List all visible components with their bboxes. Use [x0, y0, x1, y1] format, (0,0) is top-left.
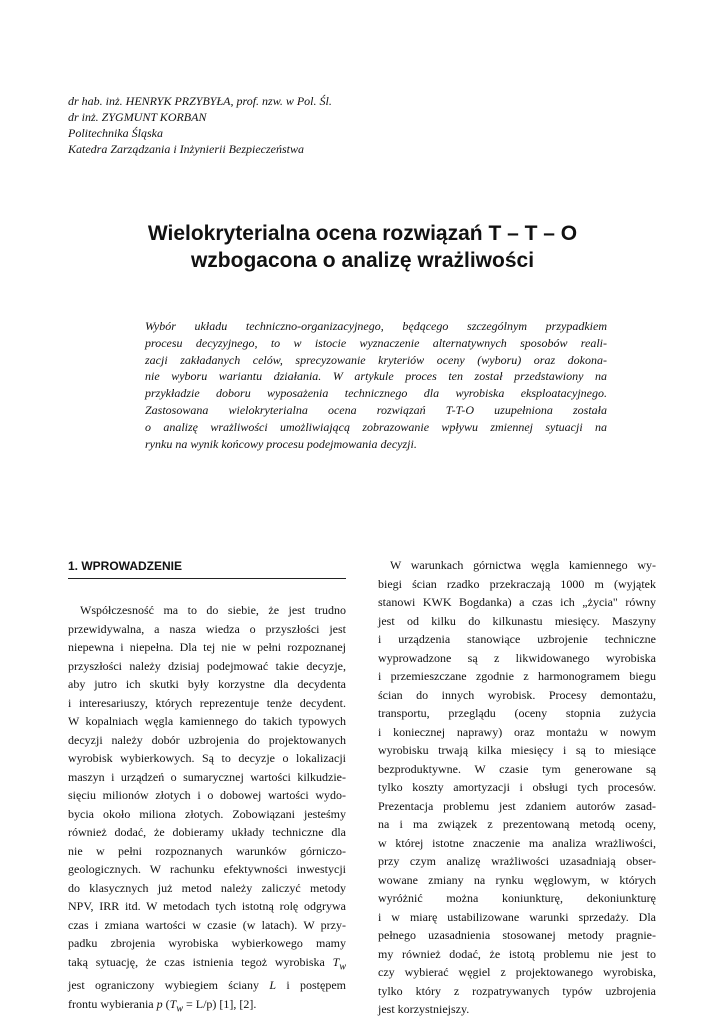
body-text: frontu wybierania: [68, 996, 157, 1011]
body-line: tylko koszty amortyzacji i obsługi tych procesów.: [378, 780, 656, 794]
affiliation-line: Politechnika Śląska: [68, 126, 163, 140]
body-line: bezproduktywne. W czasie tym generowane są: [378, 761, 656, 776]
abstract-line: zacji zakładanych celów, sprecyzowanie kryteriów oceny (wyboru) oraz dokona-: [145, 352, 607, 367]
math-subscript-w: w: [339, 960, 346, 972]
body-line: na i ma związek z prezentowaną metodą oceny,: [378, 817, 656, 831]
body-line: W warunkach górnictwa węgla kamiennego wy-: [390, 558, 656, 572]
body-line: padku zbrojenia wyrobiska wybierkowego mamy: [68, 936, 346, 950]
body-line: niepewna i niepełna. Dla tej nie w pełni rozpoznanej: [68, 640, 346, 654]
body-line: jest od kilku do kilkunastu miesięcy. Maszyny: [378, 613, 656, 628]
body-text: = L/p) [1], [2].: [183, 996, 257, 1011]
author-line-2: dr inż. ZYGMUNT KORBAN: [68, 110, 207, 124]
body-line: ścian do innych wyrobisk. Procesy demontażu,: [378, 687, 656, 702]
abstract-line: o analizę wrażliwości umożliwiającą zobrazowanie wpływu zmiennej sytuacji na: [145, 419, 607, 434]
math-symbol-t: T: [169, 996, 177, 1011]
abstract-line: rynku na wynik końcowy procesu podejmowania decyzji.: [145, 436, 417, 451]
body-line: bycia około miliona złotych. Zobowiązani jesteśmy: [68, 806, 346, 821]
author-block: [68, 93, 488, 157]
abstract-line: procesu decyzyjnego, to w istocie wyznaczenie alternatywnych sposobów reali-: [145, 335, 607, 350]
section-rule: [68, 578, 346, 579]
title-line-1: Wielokryterialna ocena rozwiązań T – T – O: [147, 222, 578, 245]
body-line: przewidywalna, a nasza wiedza o przyszłości jest: [68, 621, 346, 636]
body-line: do klasycznych już metod należy zaliczyć metody: [68, 880, 346, 895]
abstract: [145, 318, 607, 452]
body-line: czas i zmiana wartości w czasie (w latach). W przy-: [68, 917, 346, 932]
body-line: i urządzenia stanowiące uzbrojenie techniczne: [378, 632, 656, 646]
body-line: wyróżnić można koniunkturę, dekoniunkturę: [378, 891, 656, 905]
body-line-with-math: [68, 976, 346, 995]
body-line: Prezentacja problemu jest zdaniem autorów zasad-: [378, 798, 656, 813]
body-line: i interesariuszy, których reprezentuje tenże decydent.: [68, 695, 346, 710]
math-symbol-p: p: [156, 996, 163, 1011]
body-line: tylko który z rozpatrywanych typów uzbrojenia: [378, 983, 656, 998]
author-line-1: dr hab. inż. HENRYK PRZYBYŁA, prof. nzw. w Pol. Śl.: [68, 94, 332, 108]
body-text: (: [162, 996, 170, 1011]
body-line-with-math: [68, 995, 346, 1019]
body-line: stanowi KWK Bogdanka) a czas ich „życia" równy: [378, 595, 656, 609]
body-text: jest ograniczony wybiegiem ściany: [68, 978, 270, 993]
body-line: przy czym analizę wrażliwości uzasadniają obser-: [378, 854, 656, 868]
body-line: Współczesność ma to do siebie, że jest trudno: [80, 603, 346, 617]
body-line-with-math: [68, 953, 346, 977]
body-line: nie w pełni rozpoznanych warunków górniczo-: [68, 843, 346, 858]
body-line: również dodać, że dobieramy układy techniczne dla: [68, 825, 346, 839]
body-line: biegi ścian rzadko przekraczają 1000 m (wyjątek: [378, 576, 656, 591]
abstract-line: nie wyboru wariantu działania. W artykule proces ten został przedstawiony na: [145, 369, 607, 384]
body-line: wyprowadzone są z likwidowanego wyrobiska: [378, 650, 656, 665]
department-line: Katedra Zarządzania i Inżynierii Bezpieczeństwa: [68, 142, 304, 156]
body-line: jest korzystniejszy.: [378, 1002, 470, 1016]
body-line: i koniecznej naprawy) oraz montażu w nowym: [378, 724, 656, 739]
body-line: i przemieszczane zgodnie z harmonogramem biegu: [378, 669, 656, 683]
body-line: i w miarę ustabilizowane warunki sprzedaży. Dla: [378, 909, 656, 924]
title-line-2: wzbogacona o analizę wrażliwości: [190, 249, 535, 272]
body-line: my również dodać, że istotą problemu nie jest to: [378, 946, 656, 961]
body-line: decyzji należy dobór uzbrojenia do projektowanych: [68, 732, 346, 747]
body-line: transportu, przeglądu (oceny stopnia zużycia: [378, 706, 656, 720]
body-line: czy wybierać węgiel z projektowanego wyrobiska,: [378, 965, 656, 979]
abstract-line: przykładzie doboru wyposażenia technicznego dla wyrobiska eksploatacyjnego.: [145, 386, 607, 401]
abstract-line: Wybór układu techniczno-organizacyjnego, będącego szczególnym przypadkiem: [145, 319, 607, 333]
body-line: sięciu milionów złotych i o dobowej wartości wydo-: [68, 788, 346, 802]
math-symbol-l: L: [269, 978, 276, 993]
column-right: [378, 556, 656, 1019]
body-line: NPV, IRR itd. W metodach tych istotną rolę odgrywa: [68, 899, 346, 913]
abstract-line: Zastosowana wielokryterialna ocena rozwiązań T-T-O uzupełniona została: [145, 402, 607, 417]
body-line: W kopalniach węgla kamiennego do takich typowych: [68, 714, 346, 728]
math-subscript-w: w: [176, 1003, 183, 1015]
body-line: wyrobisku trwają kilka miesięcy i są to miesiące: [378, 743, 656, 757]
column-left: [68, 601, 346, 1019]
body-text: i postępem: [276, 978, 347, 993]
body-text: taką sytuację, że czas istnienia tegoż wyrobiska: [68, 954, 333, 969]
body-line: maszyn i urządzeń o sumarycznej wartości kilkudzie-: [68, 769, 346, 784]
body-line: przyszłości należy dzisiaj podejmować takie decyzje,: [68, 658, 346, 673]
body-line: geologicznych. W rachunku efektywności inwestycji: [68, 862, 346, 876]
body-line: aby jutro ich skutki były korzystne dla decydenta: [68, 677, 346, 691]
body-line: pełnego uzasadnienia stosowanej metody pragnie-: [378, 928, 656, 942]
body-line: wyrobisk wybierkowych. Są to decyzje o lokalizacji: [68, 751, 346, 765]
body-line: w której istotne znaczenie ma analiza wrażliwości,: [378, 835, 656, 850]
math-symbol-t: T: [332, 954, 340, 969]
body-line: wowane zmiany na rynku węglowym, w których: [378, 872, 656, 887]
section-heading: 1. WPROWADZENIE: [68, 559, 183, 573]
paper-title: [60, 220, 665, 274]
